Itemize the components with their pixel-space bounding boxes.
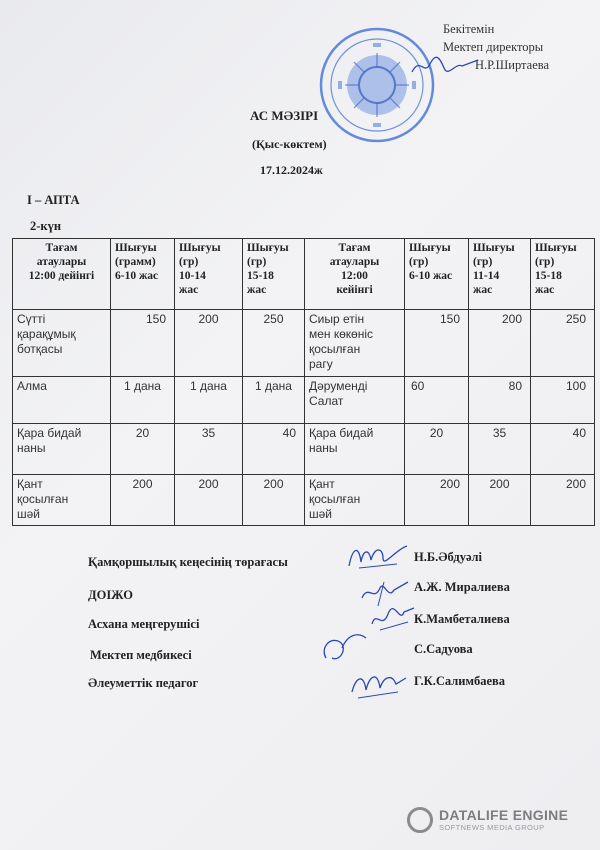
- signature-icon: [368, 604, 418, 634]
- header-yield-6-10-after: Шығуы (гр) 6-10 жас: [405, 239, 469, 310]
- header-dish-before-noon: Тағам атаулары 12:00 дейінгі: [13, 239, 111, 310]
- menu-table: [12, 238, 595, 526]
- dish-before-cell: Қара бидай наны: [13, 424, 111, 475]
- header-yield-15-18-after: Шығуы (гр) 15-18 жас: [531, 239, 595, 310]
- official-seal: [318, 26, 436, 144]
- watermark-brand: DATALIFE ENGINE: [439, 806, 569, 823]
- signature-icon: [345, 540, 411, 574]
- header-dish-after-noon: Тағам атаулары 12:00 кейінгі: [305, 239, 405, 310]
- signatory-role: Қамқоршылық кеңесінің төрағасы: [88, 555, 288, 569]
- table-row: [13, 310, 595, 377]
- menu-date: 17.12.2024ж: [260, 163, 323, 177]
- dish-before-cell: Сүтті қарақұмық ботқасы: [13, 310, 111, 377]
- watermark: [407, 803, 587, 837]
- signature-icon: [318, 628, 374, 668]
- amount-cell: 200: [469, 475, 531, 526]
- amount-cell: 80: [469, 377, 531, 424]
- amount-cell: 1 дана: [175, 377, 243, 424]
- signatory-role: ДОІЖО: [88, 588, 133, 602]
- amount-cell: 200: [531, 475, 595, 526]
- amount-cell: 40: [531, 424, 595, 475]
- amount-cell: 60: [405, 377, 469, 424]
- table-row: [13, 475, 595, 526]
- amount-cell: 200: [175, 475, 243, 526]
- approval-line-1: Бекітемін: [443, 22, 495, 36]
- dish-before-cell: Қант қосылған шәй: [13, 475, 111, 526]
- amount-cell: 40: [243, 424, 305, 475]
- dish-before-cell: Алма: [13, 377, 111, 424]
- amount-cell: 200: [175, 310, 243, 377]
- table-row: [13, 424, 595, 475]
- signatory-name: С.Садуова: [414, 642, 473, 656]
- amount-cell: 200: [469, 310, 531, 377]
- table-row: [13, 377, 595, 424]
- signature-icon: [348, 666, 408, 702]
- dish-after-cell: Сиыр етін мен көкөніс қосылған рагу: [305, 310, 405, 377]
- watermark-sub: SOFTNEWS MEDIA GROUP: [439, 822, 545, 832]
- day-label: 2-күн: [30, 219, 62, 233]
- table-header-row: [13, 239, 595, 310]
- amount-cell: 200: [405, 475, 469, 526]
- header-yield-10-14: Шығуы (гр) 10-14 жас: [175, 239, 243, 310]
- signatory-role: Мектеп медбикесі: [90, 648, 192, 662]
- season-label: (Қыс-көктем): [252, 137, 327, 151]
- signatory-name: А.Ж. Миралиева: [414, 580, 510, 594]
- amount-cell: 150: [405, 310, 469, 377]
- amount-cell: 250: [531, 310, 595, 377]
- signatory-name: Н.Б.Әбдуәлі: [414, 550, 483, 564]
- datalife-logo-icon: [407, 807, 433, 833]
- signatory-name: К.Мамбеталиева: [414, 612, 510, 626]
- dish-after-cell: Дәруменді Салат: [305, 377, 405, 424]
- dish-after-cell: Қант қосылған шәй: [305, 475, 405, 526]
- amount-cell: 1 дана: [243, 377, 305, 424]
- amount-cell: 150: [111, 310, 175, 377]
- amount-cell: 35: [175, 424, 243, 475]
- amount-cell: 100: [531, 377, 595, 424]
- header-yield-15-18: Шығуы (гр) 15-18 жас: [243, 239, 305, 310]
- director-name: Н.Р.Ширтаева: [475, 58, 550, 72]
- amount-cell: 200: [111, 475, 175, 526]
- amount-cell: 35: [469, 424, 531, 475]
- week-label: I – АПТА: [27, 193, 80, 207]
- amount-cell: 250: [243, 310, 305, 377]
- amount-cell: 20: [405, 424, 469, 475]
- menu-title: АС МӘЗІРІ: [250, 108, 319, 123]
- director-signature-icon: [410, 52, 480, 80]
- signatory-role: Әлеуметтік педагог: [88, 676, 199, 690]
- dish-after-cell: Қара бидай наны: [305, 424, 405, 475]
- header-yield-6-10: Шығуы (грамм) 6-10 жас: [111, 239, 175, 310]
- signatory-name: Г.К.Салимбаева: [414, 674, 506, 688]
- approval-line-2: Мектеп директоры: [443, 40, 544, 54]
- signatory-role: Асхана меңгерушісі: [88, 617, 200, 631]
- header-yield-11-14-after: Шығуы (гр) 11-14 жас: [469, 239, 531, 310]
- amount-cell: 200: [243, 475, 305, 526]
- amount-cell: 20: [111, 424, 175, 475]
- amount-cell: 1 дана: [111, 377, 175, 424]
